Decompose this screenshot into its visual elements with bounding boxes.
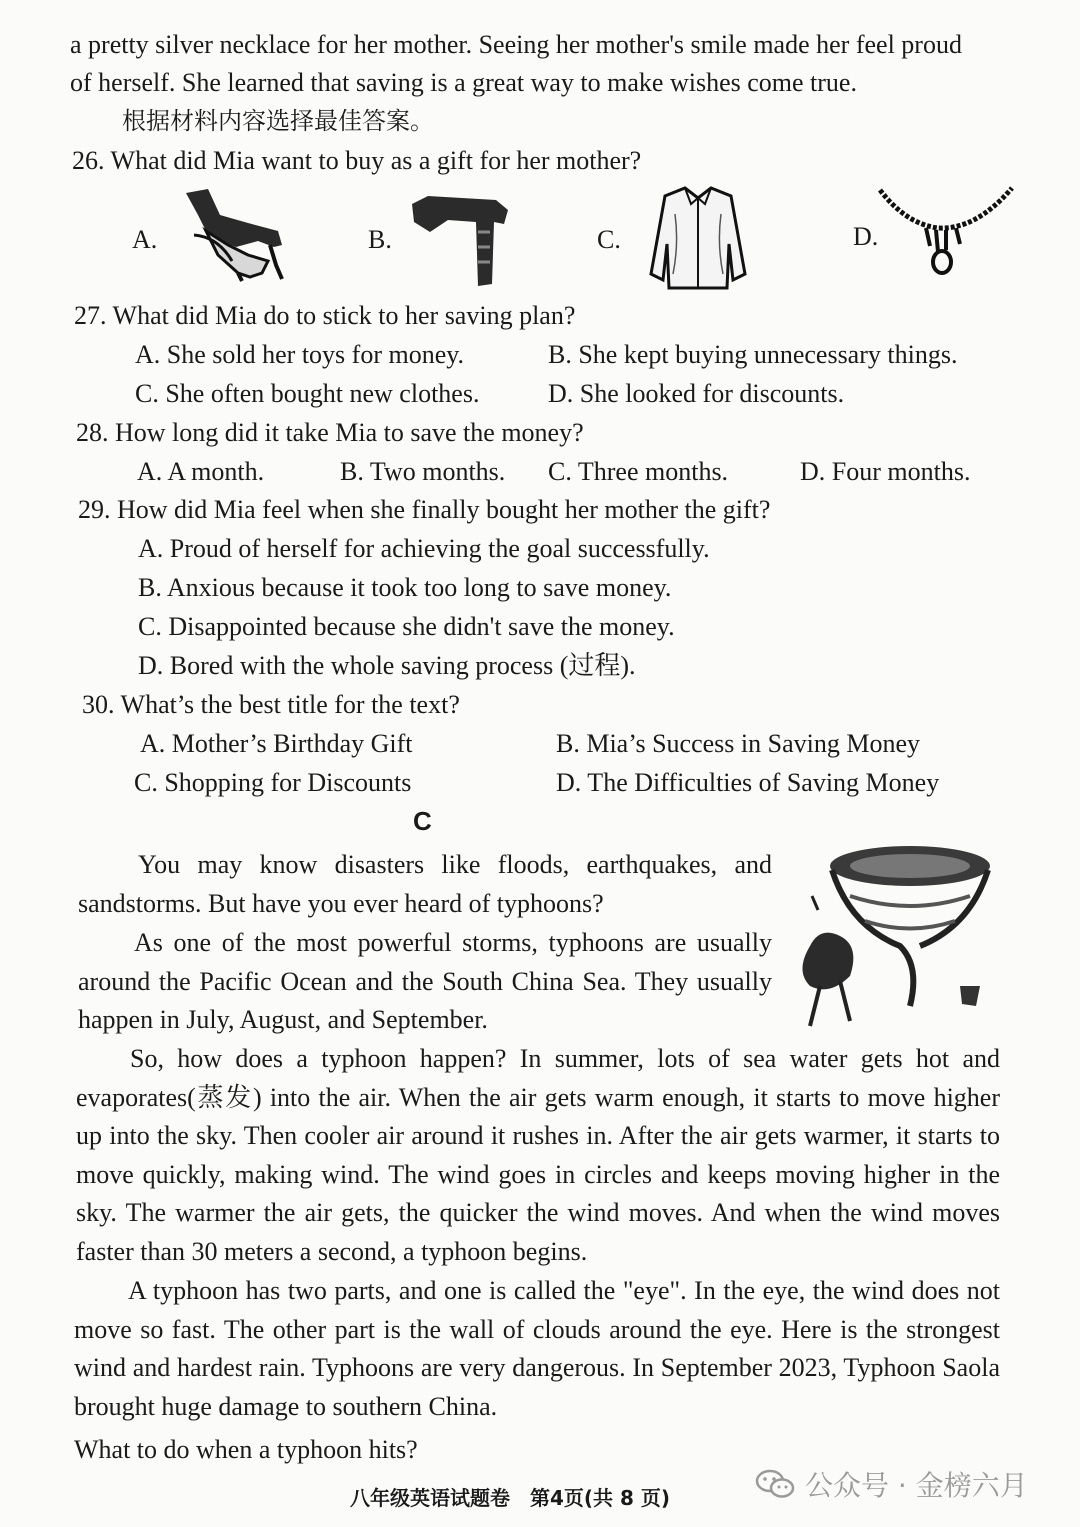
section-c-paragraph-1: You may know disasters like floods, earthquakes, and sandstorms. But have you ever heard of typhoons? bbox=[78, 850, 772, 918]
q27-option-c: C. She often bought new clothes. bbox=[135, 379, 480, 408]
intro-line-1: a pretty silver necklace for her mother. Seeing her mother's smile made her feel proud bbox=[70, 30, 962, 59]
section-c-paragraph-3: So, how does a typhoon happen? In summer, lots of sea water gets hot and evaporates(蒸发) into the air. When the air gets warm enough, it starts to move higher up into the sky. Then cooler air around it rushes in. After the air gets warmer, it starts to move quickly, making wind. The wind goes in circles and keeps moving higher in the sky. The warmer the air gets, the quicker the wind moves. And when the wind moves faster than 30 meters a second, a typhoon begins. bbox=[76, 1044, 1000, 1266]
intro-line-2: of herself. She learned that saving is a great way to make wishes come true. bbox=[70, 68, 857, 97]
scarf-icon bbox=[408, 192, 512, 288]
high-heel-shoes-icon bbox=[178, 185, 288, 283]
q29-option-d: D. Bored with the whole saving process (过程). bbox=[138, 651, 636, 680]
q26-question: 26. What did Mia want to buy as a gift for her mother? bbox=[72, 146, 642, 175]
q27-option-a: A. She sold her toys for money. bbox=[135, 340, 465, 369]
q26-option-c-label: C. bbox=[597, 225, 621, 254]
q30-question: 30. What’s the best title for the text? bbox=[82, 690, 460, 719]
q28-option-d: D. Four months. bbox=[800, 457, 971, 486]
page-footer: 八年级英语试题卷 第4页(共 8 页) bbox=[350, 1486, 671, 1510]
q30-option-c: C. Shopping for Discounts bbox=[134, 768, 412, 797]
q28-option-c: C. Three months. bbox=[548, 457, 729, 486]
q30-option-a: A. Mother’s Birthday Gift bbox=[140, 729, 413, 758]
instruction: 根据材料内容选择最佳答案。 bbox=[122, 107, 434, 135]
q26-option-b-label: B. bbox=[368, 225, 392, 254]
q27-option-d: D. She looked for discounts. bbox=[548, 379, 845, 408]
wechat-icon bbox=[755, 1468, 795, 1500]
q30-option-b: B. Mia’s Success in Saving Money bbox=[556, 729, 920, 758]
section-c-heading: C bbox=[413, 806, 432, 836]
watermark-text: 公众号 · 金榜六月 bbox=[805, 1469, 1028, 1502]
section-c-paragraph-5: What to do when a typhoon hits? bbox=[74, 1435, 418, 1464]
q26-option-a-label: A. bbox=[132, 225, 158, 254]
necklace-icon bbox=[876, 184, 1016, 276]
q27-question: 27. What did Mia do to stick to her saving plan? bbox=[74, 301, 576, 330]
q26-option-d-label: D. bbox=[853, 222, 879, 251]
section-c-paragraph-2: As one of the most powerful storms, typhoons are usually around the Pacific Ocean and the South China Sea. They usually happen in July, August, and September. bbox=[78, 928, 772, 1034]
q29-option-c: C. Disappointed because she didn't save the money. bbox=[138, 612, 675, 641]
q27-option-b: B. She kept buying unnecessary things. bbox=[548, 340, 958, 369]
q29-option-b: B. Anxious because it took too long to save money. bbox=[138, 573, 672, 602]
q28-question: 28. How long did it take Mia to save the money? bbox=[76, 418, 584, 447]
q28-option-b: B. Two months. bbox=[340, 457, 506, 486]
q28-option-a: A. A month. bbox=[137, 457, 265, 486]
q29-option-a: A. Proud of herself for achieving the goal successfully. bbox=[138, 534, 710, 563]
shirt-icon bbox=[645, 184, 751, 292]
q29-question: 29. How did Mia feel when she finally bought her mother the gift? bbox=[78, 495, 771, 524]
section-c-paragraph-4: A typhoon has two parts, and one is called the "eye". In the eye, the wind does not move so fast. The other part is the wall of clouds around the eye. Here is the strongest wind and hardest rain. Typhoons are very dangerous. In September 2023, Typhoon Saola brought huge damage to southern China. bbox=[74, 1276, 1000, 1421]
typhoon-icon bbox=[790, 836, 1010, 1036]
watermark bbox=[755, 1464, 1028, 1504]
q30-option-d: D. The Difficulties of Saving Money bbox=[556, 768, 940, 797]
